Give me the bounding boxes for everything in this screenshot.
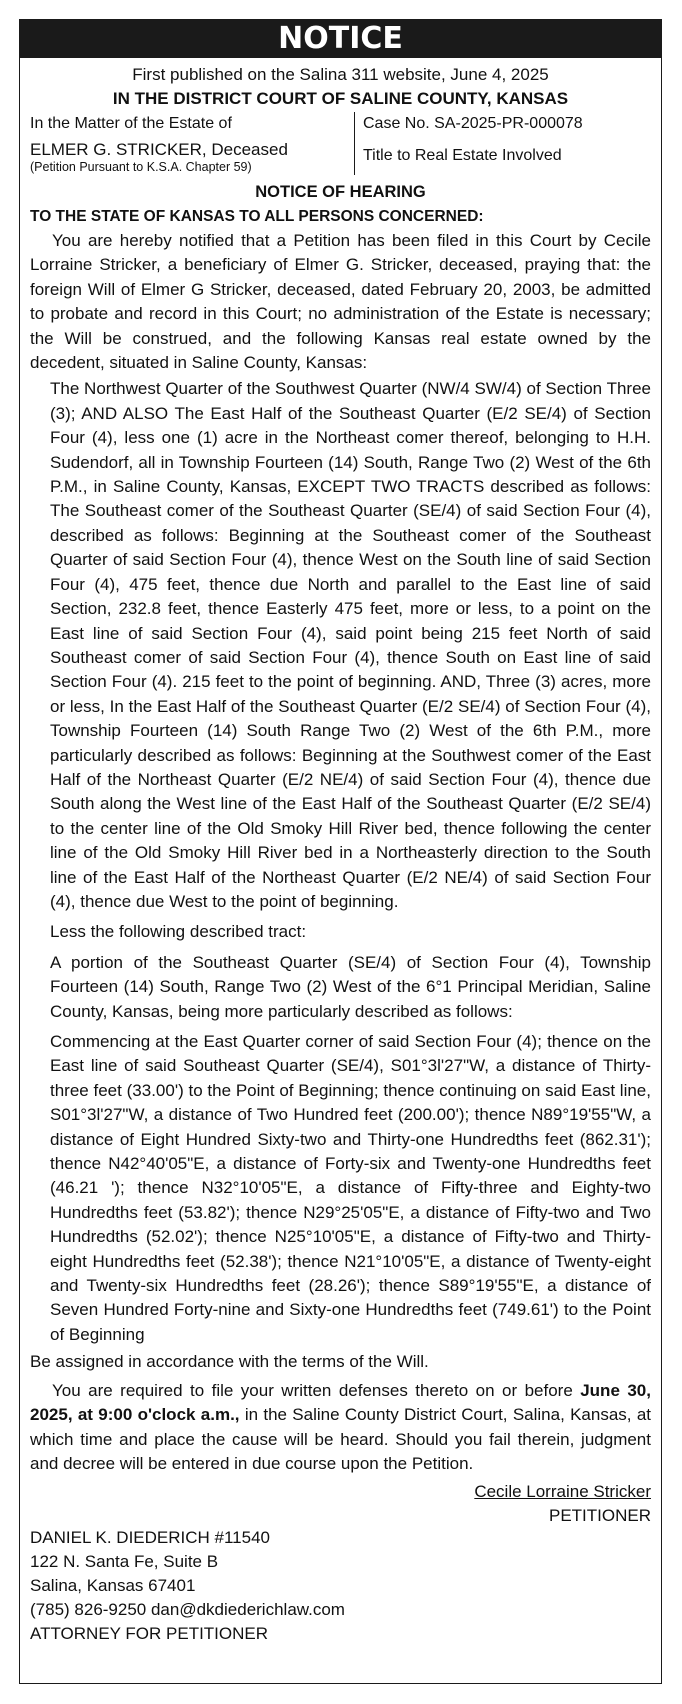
hearing-date: June 30, 2025, at 9:00 o'clock a.m., [30,1380,651,1425]
title-note: Title to Real Estate Involved [363,147,562,164]
required-text-pre: You are required to file your written defenses thereto on or before [52,1380,581,1400]
legal-description-2: A portion of the Southeast Quarter (SE/4) of Section Four (4), Township Fourteen (14) South, Range Two (2) West of the 6°1 Principal Meridian, Saline County, Kansas, being more particularly described as follows: [50,952,651,1021]
legal-description-1: The Northwest Quarter of the Southwest Quarter (NW/4 SW/4) of Section Three (3); AND ALSO The East Half of the Southeast Quarter (E/2 SE/4) of Section Four (4), less one (1) acre in the Northeast comer thereof, belonging to H.H. Sudendorf, all in Township Fourteen (14) South, Range Two (2) West of the 6th P.M., in Saline County, Kansas, EXCEPT TWO TRACTS described as follows: The Southeast comer of the Southeast Quarter (SE/4) of said Section Four (4), described as follows: Beginning at the Southeast comer of the Southeast Quarter of said Section Four (4), thence West on the South line of said Section Four (4), 475 feet, thence due North and parallel to the East line of said Section, 232.8 feet, thence Easterly 475 feet, more or less, to a point on the East line of said Section Four (4), said point being 215 feet North of said Southeast comer of said Section Four (4), thence South on East line of said Section Four (4). 215 feet to the point of beginning. AND, Three (3) acres, more or less, In the East Half of the Southeast Quarter (E/2 SE/4) of Section Four (4), Township Fourteen (14) South Range Two (2) West of the 6th P.M., more particularly described as follows: Beginning at the Southwest comer of the East Half of the Northeast Quarter (E/2 NE/4) of said Section Four (4), thence due South along the West line of the East Half of the Southeast Quarter (E/2 SE/4) to the center line of the Old Smoky Hill River bed, thence following the center line of the Old Smoky Hill River bed in a Northeasterly direction to the South line of the East Half of the Northeast Quarter (E/2 NE/4) of said Section Four (4), thence due West to the point of beginning. [50,379,651,911]
legal-notice [19,19,662,1684]
case-caption [30,112,651,175]
matter-of-label: In the Matter of the Estate of [30,115,232,132]
intro-paragraph: You are hereby notified that a Petition has been filed in this Court by Cecile Lorraine Stricker, a beneficiary of Elmer G. Stricker, deceased, praying that: the foreign Will of Elmer G Stricker, deceased, dated February 20, 2003, be admitted to probate and record in this Court; no administration of the Estate is necessary; the Will be construed, and the following Kansas real estate owned by the decedent, situated in Saline County, Kansas: [30,231,651,373]
attorney-name: DANIEL K. DIEDERICH #11540 [30,1528,270,1548]
decedent-name: ELMER G. STRICKER, Deceased [30,140,288,159]
legal-description-3: Commencing at the East Quarter corner of said Section Four (4); thence on the East line of said Southeast Quarter (SE/4), S01°3l'27"W, a distance of Thirty-three feet (33.00') to the Point of Beginning; thence continuing on said East line, S01°3l'27"W, a distance of Two Hundred feet (200.00'); thence N89°19'55"W, a distance of Eight Hundred Sixty-two and Thirty-one Hundredths feet (862.31'); thence N42°40'05"E, a distance of Forty-six and Twenty-one Hundredths feet (46.21 '); thence N32°10'05"E, a distance of Fifty-three and Eighty-two Hundredths feet (53.82'); thence N29°25'05"E, a distance of Fifty-two and Two Hundredths (52.02'); thence N25°10'05"E, a distance of Fifty-two and Thirty-eight Hundredths feet (52.38'); thence N21°10'05"E, a distance of Twenty-eight and Twenty-six Hundredths feet (28.26'); thence S89°19'55"E, a distance of Seven Hundred Forty-nine and Sixty-one Hundredths feet (749.61') to the Point of Beginning [50,1032,651,1344]
required-paragraph [30,1379,651,1477]
petitioner-name: Cecile Lorraine Stricker [474,1482,651,1502]
attorney-block [30,1526,651,1646]
court-name: IN THE DISTRICT COURT OF SALINE COUNTY, KANSAS [112,89,569,108]
required-text-post: in the Saline County District Court, Salina, Kansas, at which time and place the cause will be heard. Should you fail therein, judgment and decree will be entered in due course upon the Petition. [30,1405,651,1473]
case-number: Case No. SA-2025-PR-000078 [363,115,583,132]
notice-banner: NOTICE [20,20,661,58]
attorney-address-2: Salina, Kansas 67401 [30,1576,196,1596]
publication-line: First published on the Salina 311 website, June 4, 2025 [132,65,549,84]
hearing-title: NOTICE OF HEARING [255,183,426,201]
petitioner-role: PETITIONER [548,1506,651,1526]
attorney-address-1: 122 N. Santa Fe, Suite B [30,1552,219,1572]
attorney-role: ATTORNEY FOR PETITIONER [30,1624,269,1644]
petitioner-signature [30,1480,651,1528]
notice-content [20,63,661,1646]
less-tract-line: Less the following described tract: [50,922,307,942]
addressee-line: TO THE STATE OF KANSAS TO ALL PERSONS CONCERNED: [30,208,484,225]
caption-left [30,112,355,175]
attorney-contact: (785) 826-9250 dan@dkdiederichlaw.com [30,1600,345,1620]
assigned-line: Be assigned in accordance with the terms of the Will. [30,1352,429,1372]
caption-right [355,112,651,175]
petition-basis: (Petition Pursuant to K.S.A. Chapter 59) [30,160,252,174]
